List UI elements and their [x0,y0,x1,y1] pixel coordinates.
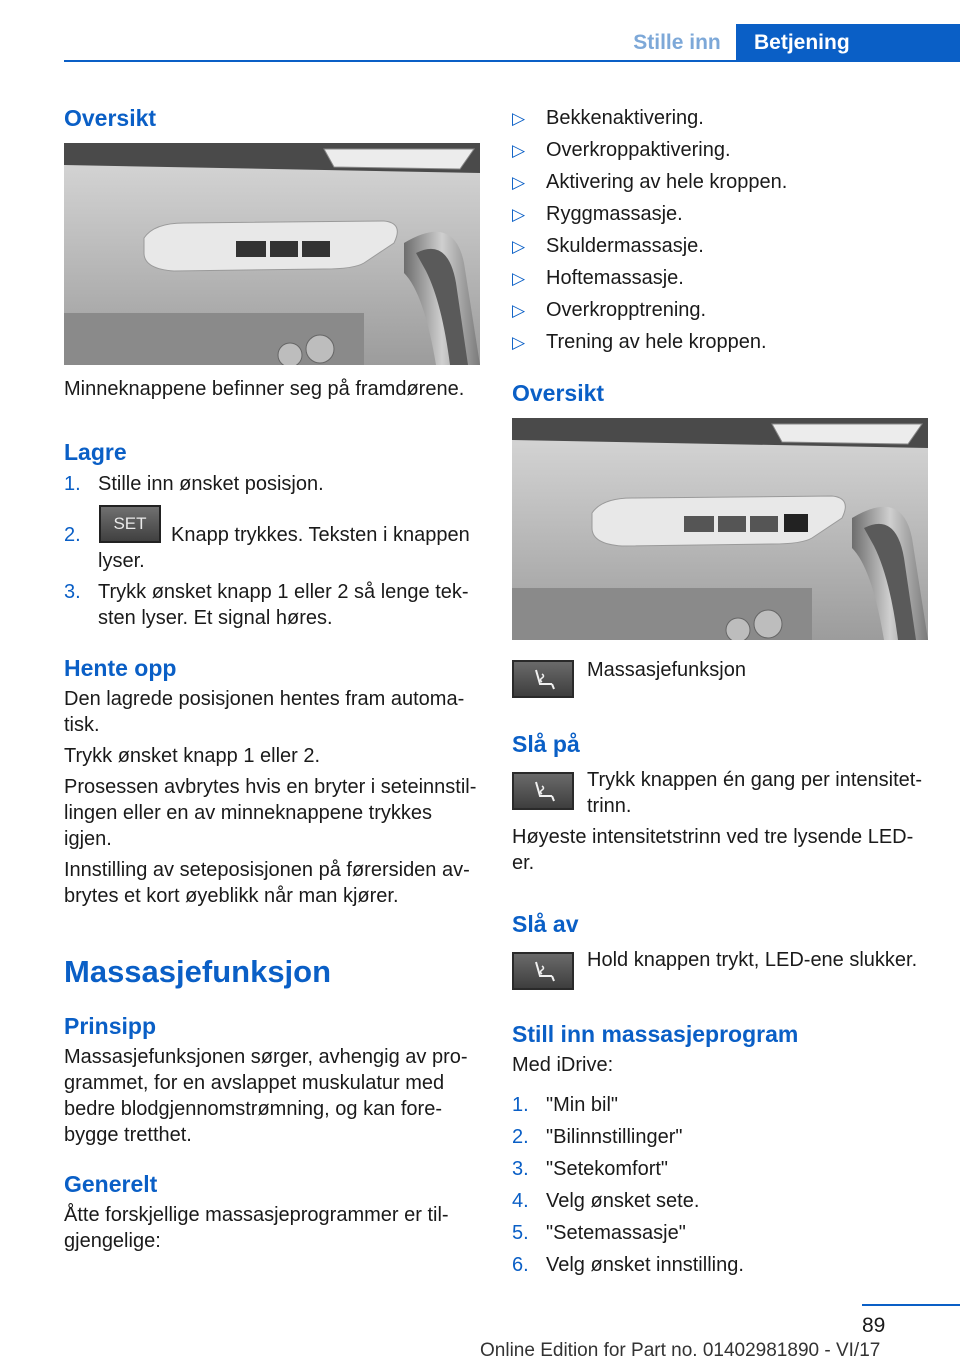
program-item: Aktivering av hele kroppen. [546,171,788,193]
header-tab-betjening[interactable]: Betjening [736,24,960,62]
program-item: Overkropptrening. [546,299,707,321]
door-memory-buttons-photo [64,143,480,365]
idrive-step-text: Velg ønsket innstilling. [546,1254,744,1276]
header-tab-stille-inn[interactable]: Stille inn [633,31,721,54]
lagre-step-3-text: Trykk ønsket knapp 1 eller 2 så lenge tek- [98,581,469,603]
footer-edition: Online Edition for Part no. 01402981890 - VI/17 [480,1340,881,1361]
idrive-step-text: "Bilinnstillinger" [546,1126,683,1148]
section-heading-generelt: Generelt [64,1171,158,1197]
idrive-step-text: "Setemassasje" [546,1222,686,1244]
chapter-title-massasjefunksjon: Massasjefunksjon [64,954,332,989]
photo-caption: Minneknappene befinner seg på framdørene. [64,378,465,400]
idrive-step-text: "Setekomfort" [546,1158,669,1180]
lagre-step-2-text-cont: lyser. [98,550,145,572]
triangle-bullet-icon: ▷ [512,109,526,128]
hente-line: brytes et kort øyeblikk når man kjører. [64,885,399,907]
prinsipp-line: grammet, for en avslappet muskulatur med [64,1072,445,1094]
lagre-step-3-text-cont: sten lyser. Et signal høres. [98,607,333,629]
prinsipp-line: bygge tretthet. [64,1124,192,1146]
triangle-bullet-icon: ▷ [512,333,526,352]
massage-seat-icon [512,772,574,810]
idrive-step-text: "Min bil" [546,1094,618,1116]
footer-rule [862,1304,960,1306]
section-heading-oversikt: Oversikt [64,105,157,131]
massage-icon-label: Massasjefunksjon [587,659,746,681]
generelt-line: gjengelige: [64,1230,161,1252]
hente-line: lingen eller en av minneknappene trykkes [64,802,432,824]
program-item: Ryggmassasje. [546,203,683,225]
idrive-step-number: 5. [512,1222,529,1244]
idrive-step-text: Velg ønsket sete. [546,1190,700,1212]
sla-pa-note-cont: er. [512,852,535,874]
hente-line: igjen. [64,828,112,850]
program-item: Skuldermassasje. [546,235,704,257]
still-inn-intro: Med iDrive: [512,1054,614,1076]
idrive-step-number: 3. [512,1158,529,1180]
lagre-step-1-text: Stille inn ønsket posisjon. [98,473,324,495]
door-massage-button-photo [512,418,928,640]
generelt-line: Åtte forskjellige massasjeprogrammer er til- [64,1204,449,1226]
massage-seat-icon [512,952,574,990]
hente-line: Den lagrede posisjonen hentes fram automa- [64,688,465,710]
section-heading-lagre: Lagre [64,439,127,465]
lagre-step-1-number: 1. [64,473,81,495]
section-heading-sla-av: Slå av [512,911,579,937]
program-item: Trening av hele kroppen. [546,331,767,353]
section-heading-prinsipp: Prinsipp [64,1013,157,1039]
idrive-step-number: 2. [512,1126,529,1148]
section-heading-sla-pa: Slå på [512,731,580,757]
sla-pa-note: Høyeste intensitetstrinn ved tre lysende LED- [512,826,914,848]
triangle-bullet-icon: ▷ [512,269,526,288]
program-item: Overkroppaktivering. [546,139,731,161]
prinsipp-line: bedre blodgjennomstrømning, og kan fore- [64,1098,442,1120]
hente-line: Prosessen avbrytes hvis en bryter i seteinnstil- [64,776,477,798]
hente-line: Trykk ønsket knapp 1 eller 2. [64,745,321,767]
idrive-step-number: 4. [512,1190,529,1212]
sla-pa-text: Trykk knappen én gang per intensitet- [587,769,923,791]
program-item: Hoftemassasje. [546,267,684,289]
triangle-bullet-icon: ▷ [512,173,526,192]
massage-seat-icon [512,660,574,698]
section-heading-oversikt-2: Oversikt [512,380,605,406]
hente-line: tisk. [64,714,100,736]
idrive-step-number: 6. [512,1254,529,1276]
lagre-step-2-number: 2. [64,524,81,546]
section-heading-still-inn-massasjeprogram: Still inn massasjeprogram [512,1021,799,1047]
triangle-bullet-icon: ▷ [512,141,526,160]
sla-pa-text-cont: trinn. [587,795,632,817]
hente-line: Innstilling av seteposisjonen på førersiden av- [64,859,470,881]
program-item: Bekkenaktivering. [546,107,704,129]
triangle-bullet-icon: ▷ [512,301,526,320]
sla-av-text: Hold knappen trykt, LED-ene slukker. [587,949,918,971]
lagre-step-3-number: 3. [64,581,81,603]
page-number: 89 [862,1314,886,1337]
section-heading-hente-opp: Hente opp [64,655,177,681]
triangle-bullet-icon: ▷ [512,237,526,256]
header-rule [64,60,960,62]
lagre-step-2-text: Knapp trykkes. Teksten i knappen [171,524,470,546]
set-button-icon: SET [99,505,161,543]
prinsipp-line: Massasjefunksjonen sørger, avhengig av pro- [64,1046,468,1068]
idrive-step-number: 1. [512,1094,529,1116]
triangle-bullet-icon: ▷ [512,205,526,224]
